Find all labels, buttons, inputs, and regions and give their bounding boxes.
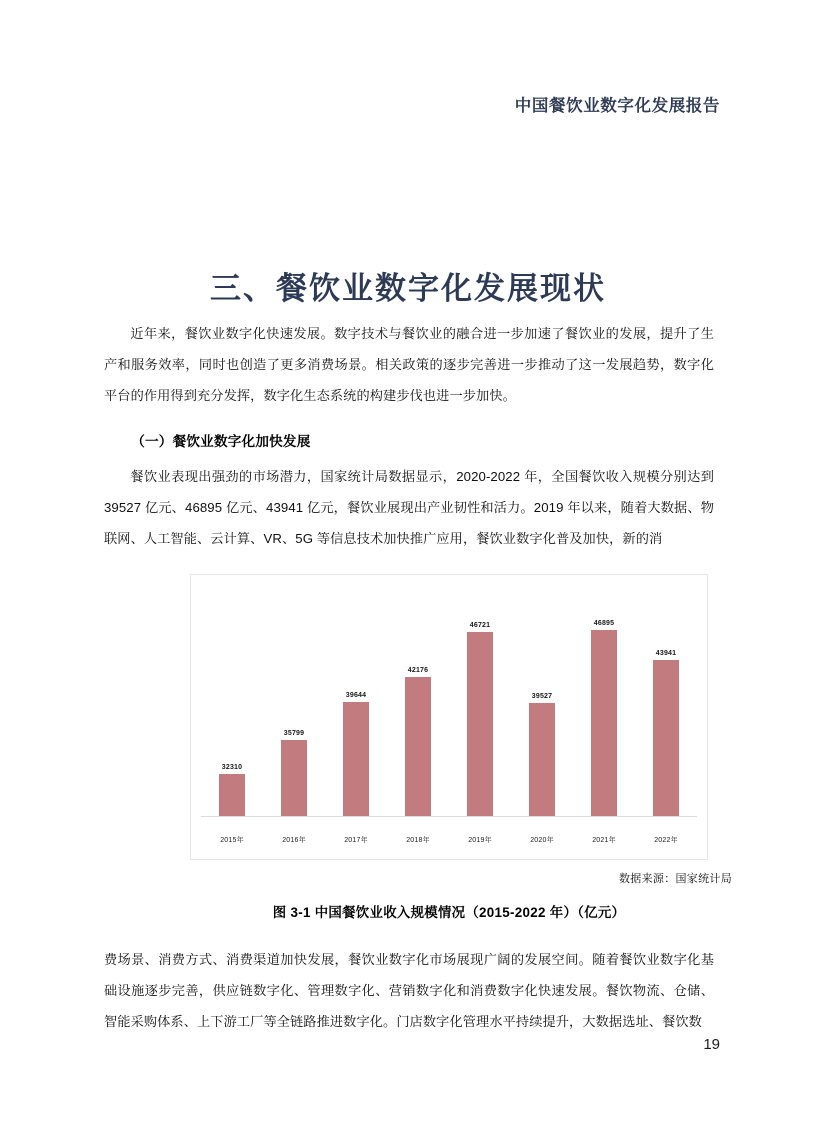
chart-bar-value-label: 46895 xyxy=(593,620,615,628)
chart-x-axis-line xyxy=(201,816,697,817)
chart-x-tick-label: 2019年 xyxy=(468,837,492,844)
paragraph-intro: 近年来，餐饮业数字化快速发展。数字技术与餐饮业的融合进一步加速了餐饮业的发展，提升了生产和服务效率，同时也创造了更多消费场景。相关政策的逐步完善进一步推动了这一发展趋势，数字化平台的作用得到充分发挥，数字化生态系统的构建步伐也进一步加快。 xyxy=(104,326,714,404)
chart-plot-area xyxy=(201,587,697,817)
paragraph-scene: 费场景、消费方式、消费渠道加快发展，餐饮业数字化市场展现广阔的发展空间。随着餐饮业数字化基础设施逐步完善，供应链数字化、管理数字化、营销数字化和消费数字化快速发展。餐饮物流、仓储、智能采购体系、上下游工厂等全链路推进数字化。门店数字化管理水平持续提升，大数据选址、餐饮数 xyxy=(104,952,714,1030)
chart-bar-slot xyxy=(449,587,511,817)
chart-x-tick-label: 2021年 xyxy=(592,837,616,844)
chart-bar-value-label: 46721 xyxy=(469,622,491,630)
chart-bar-slot xyxy=(387,587,449,817)
chart-x-tick-label: 2018年 xyxy=(406,837,430,844)
section-heading: （一）餐饮业数字化加快发展 xyxy=(131,434,311,449)
chart-bar xyxy=(343,702,369,817)
chart-bar xyxy=(529,703,555,817)
chart-bar-value-label: 35799 xyxy=(283,730,305,737)
chart-bar xyxy=(405,677,431,817)
figure-caption: 图 3-1 中国餐饮业收入规模情况（2015-2022 年）（亿元） xyxy=(272,905,626,920)
chart-x-axis-labels xyxy=(201,835,697,845)
chart-bar xyxy=(467,632,493,817)
chapter-title: 三、餐饮业数字化发展现状 xyxy=(210,270,606,307)
chart-bar xyxy=(281,740,307,817)
chart-bar-value-label: 39644 xyxy=(345,692,367,700)
chart-x-tick-label: 2017年 xyxy=(344,837,368,844)
running-header-title: 中国餐饮业数字化发展报告 xyxy=(514,97,720,115)
chart-bar-value-label: 43941 xyxy=(655,649,677,657)
chart-bar-slot xyxy=(511,587,573,817)
bar-chart xyxy=(190,574,708,860)
chart-bar-value-label: 39527 xyxy=(531,693,553,701)
chart-source-note: 数据来源：国家统计局 xyxy=(619,873,732,885)
chart-bar-slot xyxy=(325,587,387,817)
paragraph-market: 餐饮业表现出强劲的市场潜力，国家统计局数据显示，2020-2022 年，全国餐饮收入规模分别达到 39527 亿元、46895 亿元、43941 亿元，餐饮业展现出产业韧性和活力。2019 年以来，随着大数据、物联网、人工智能、云计算、VR、5G 等信息技术加快推广应用，餐饮业数字化普及加快，新的消 xyxy=(104,469,714,547)
chart-x-tick-label: 2016年 xyxy=(282,837,306,844)
figure-3-1 xyxy=(144,574,754,921)
chart-bar xyxy=(219,774,245,817)
chart-bar-value-label: 32310 xyxy=(221,764,243,772)
page-number: 19 xyxy=(703,1036,720,1053)
chart-x-tick-label: 2020年 xyxy=(530,837,554,844)
chart-bar-slot xyxy=(201,587,263,817)
chart-bar-value-label: 42176 xyxy=(407,667,429,675)
chart-bar-slot xyxy=(263,587,325,817)
chart-bar xyxy=(653,660,679,817)
chart-x-tick-label: 2022年 xyxy=(654,837,678,844)
chart-bar xyxy=(591,630,617,817)
chart-x-tick-label: 2015年 xyxy=(220,837,244,844)
chart-bar-slot xyxy=(573,587,635,817)
chart-bar-slot xyxy=(635,587,697,817)
